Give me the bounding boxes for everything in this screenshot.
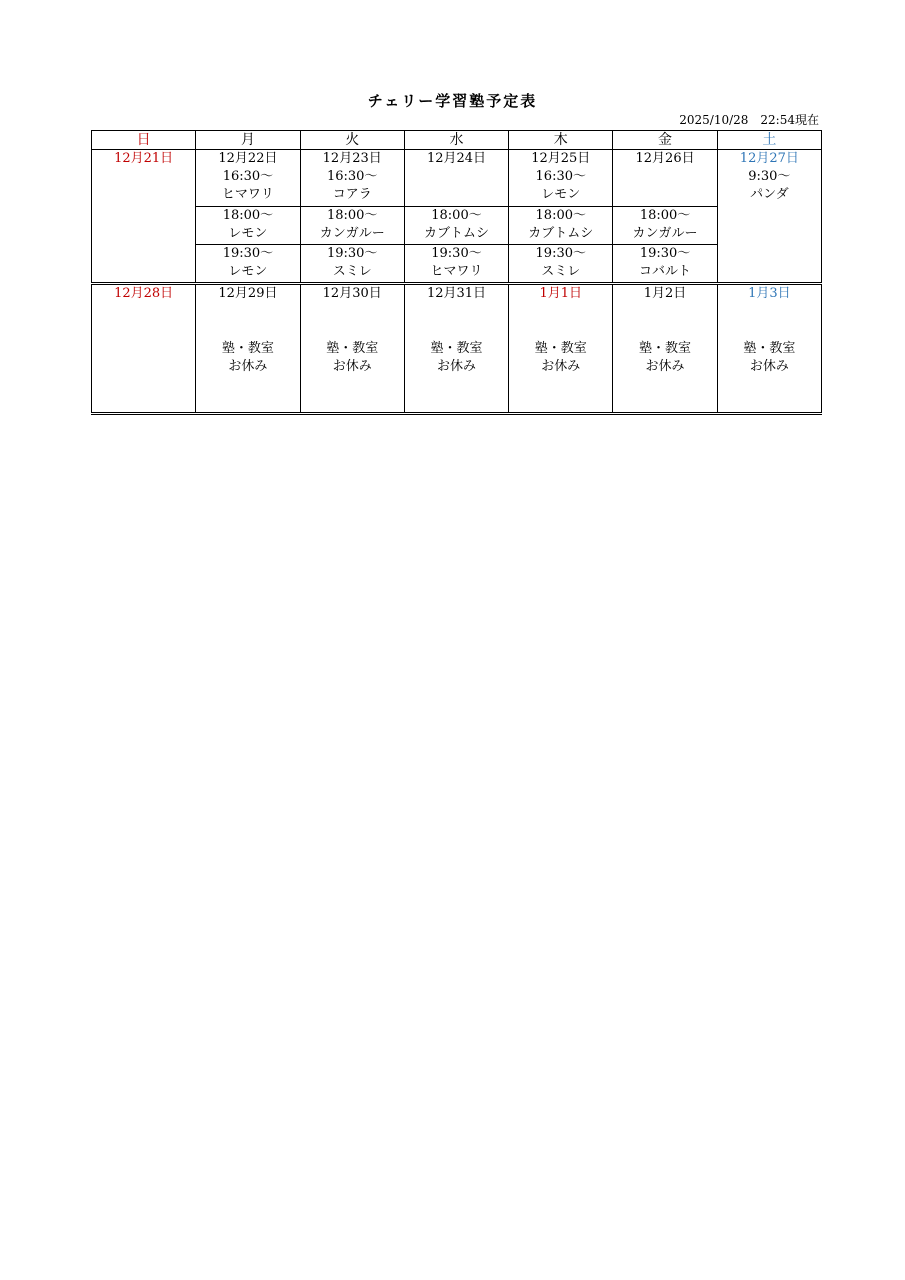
lesson-time: 19:30～ [222, 246, 274, 261]
date-label: 12月29日 [218, 286, 278, 301]
date-label: 12月28日 [114, 286, 174, 301]
date-label: 12月26日 [635, 151, 695, 166]
closure-note: お休み [228, 359, 268, 374]
week2-tue-cell [300, 284, 404, 414]
class-name: ヒマワリ [221, 187, 274, 202]
week2-wed-cell [404, 284, 508, 414]
lesson-time: 19:30～ [639, 246, 691, 261]
date-label: 12月30日 [322, 286, 382, 301]
class-name: ヒマワリ [430, 264, 483, 279]
lesson-time: 18:00～ [639, 208, 691, 223]
header-tuesday: 火 [300, 131, 404, 150]
week1-mon-slot3 [196, 245, 300, 284]
class-name: レモン [541, 187, 581, 202]
week2-fri-cell [613, 284, 717, 414]
week2-sun-cell [92, 284, 196, 414]
lesson-time: 16:30～ [222, 169, 274, 184]
week1-row-slot2 [92, 207, 822, 245]
week1-wed-slot3 [404, 245, 508, 284]
week1-fri-slot3 [613, 245, 717, 284]
lesson-time: 18:00～ [222, 208, 274, 223]
week1-wed-slot2 [404, 207, 508, 245]
lesson-time: 19:30～ [535, 246, 586, 261]
lesson-time: 18:00～ [326, 208, 378, 223]
date-label: 12月21日 [114, 151, 174, 166]
lesson-time: 9:30～ [748, 169, 791, 184]
class-name: カンガルー [632, 226, 698, 241]
lesson-time: 16:30～ [326, 169, 378, 184]
week1-fri-slot2 [613, 207, 717, 245]
header-thursday: 木 [509, 131, 613, 150]
class-name: スミレ [332, 264, 372, 279]
week1-sun-cell [92, 150, 196, 284]
week2-row [92, 284, 822, 414]
week2-mon-cell [196, 284, 300, 414]
class-name: コバルト [639, 264, 692, 279]
week1-fri-slot1 [613, 150, 717, 207]
header-wednesday: 水 [404, 131, 508, 150]
weekday-header-row [92, 131, 822, 150]
week1-mon-slot2 [196, 207, 300, 245]
week2-sat-cell [717, 284, 821, 414]
week1-row-slot1 [92, 150, 822, 207]
lesson-time: 18:00～ [431, 208, 482, 223]
class-name: カブトムシ [528, 226, 594, 241]
closure-note: 塾・教室 [221, 341, 274, 356]
week1-tue-slot1 [300, 150, 404, 207]
week1-mon-slot1 [196, 150, 300, 207]
lesson-time: 19:30～ [326, 246, 378, 261]
closure-note: 塾・教室 [639, 341, 692, 356]
week1-thu-slot1 [509, 150, 613, 207]
week1-thu-slot2 [509, 207, 613, 245]
closure-note: お休み [541, 359, 581, 374]
week1-tue-slot2 [300, 207, 404, 245]
date-label: 1月3日 [748, 286, 791, 301]
class-name: パンダ [750, 187, 789, 202]
week1-tue-slot3 [300, 245, 404, 284]
class-name: コアラ [332, 187, 372, 202]
header-sunday: 日 [92, 131, 196, 150]
schedule-table [91, 130, 822, 415]
page-title: チェリー学習塾予定表 [367, 92, 538, 110]
week1-sat-cell [717, 150, 821, 284]
lesson-time: 18:00～ [535, 208, 586, 223]
updated-timestamp: 2025/10/28 22:54現在 [679, 113, 819, 127]
class-name: スミレ [541, 264, 581, 279]
date-label: 12月31日 [426, 286, 487, 301]
week1-wed-slot1 [404, 150, 508, 207]
lesson-time: 19:30～ [431, 246, 482, 261]
week1-row-slot3 [92, 245, 822, 284]
date-label: 12月25日 [531, 151, 591, 166]
closure-note: 塾・教室 [326, 341, 379, 356]
date-label: 1月1日 [539, 286, 583, 301]
closure-note: お休み [332, 359, 372, 374]
class-name: カブトムシ [423, 226, 489, 241]
closure-note: 塾・教室 [743, 341, 796, 356]
class-name: レモン [228, 264, 268, 279]
header-friday: 金 [613, 131, 717, 150]
date-label: 12月23日 [322, 151, 382, 166]
week1-thu-slot3 [509, 245, 613, 284]
header-saturday: 土 [717, 131, 821, 150]
header-monday: 月 [196, 131, 300, 150]
closure-note: 塾・教室 [534, 341, 587, 356]
class-name: レモン [228, 226, 268, 241]
closure-note: 塾・教室 [430, 341, 483, 356]
class-name: カンガルー [319, 226, 385, 241]
date-label: 12月24日 [426, 151, 487, 166]
closure-note: お休み [436, 359, 476, 374]
date-label: 12月27日 [739, 151, 799, 166]
lesson-time: 16:30～ [535, 169, 586, 184]
date-label: 1月2日 [643, 286, 687, 301]
date-label: 12月22日 [218, 151, 278, 166]
week2-thu-cell [509, 284, 613, 414]
closure-note: お休み [749, 359, 789, 374]
closure-note: お休み [645, 359, 685, 374]
